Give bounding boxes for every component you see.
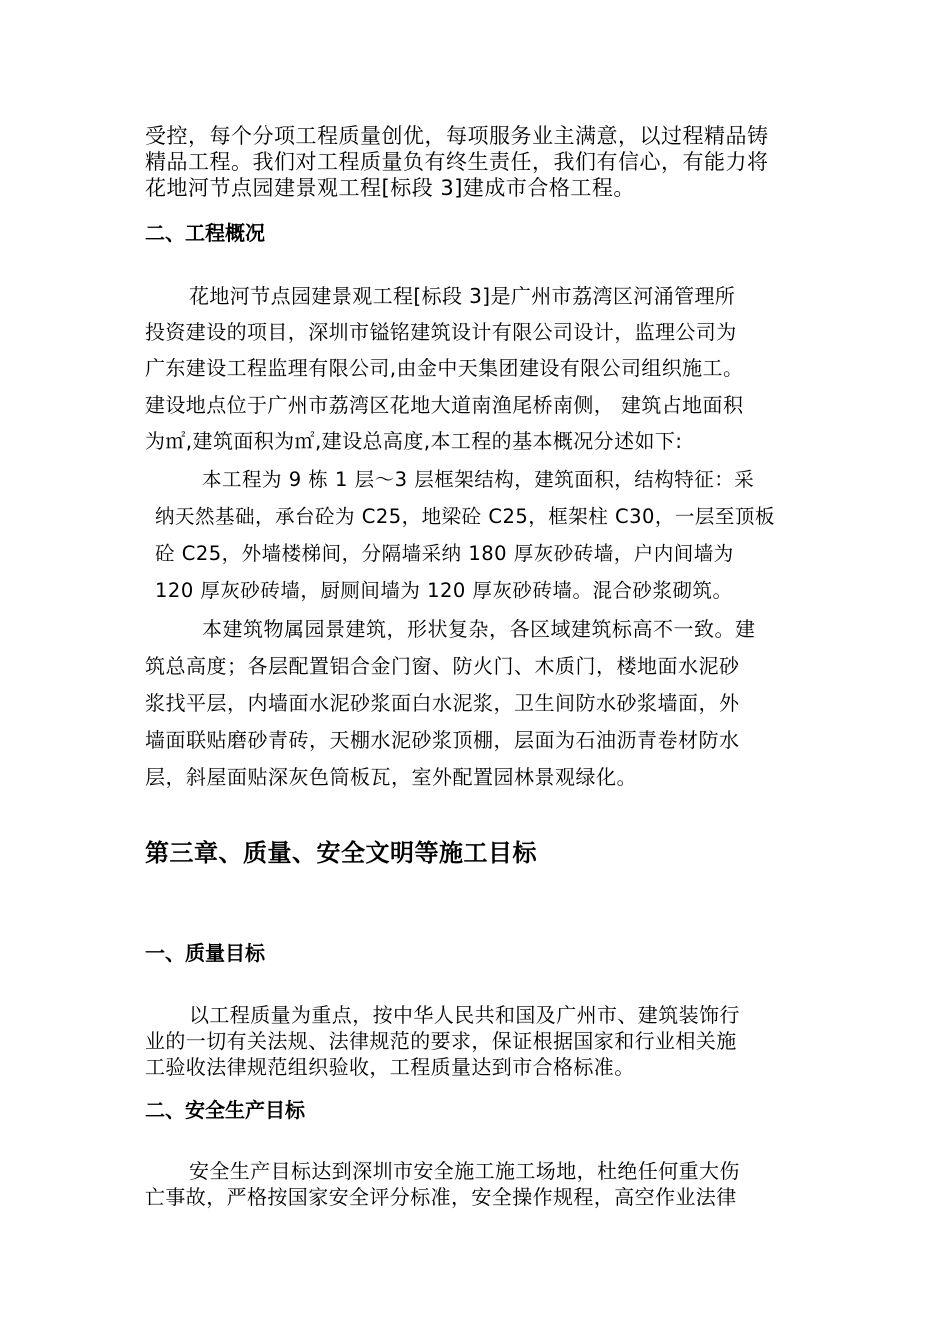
building-line: 浆找平层，内墙面水泥砂浆面白水泥浆，卫生间防水砂浆墙面，外 [145,691,740,715]
overview-line: 建设地点位于广州市荔湾区花地大道南渔尾桥南侧， 建筑占地面积 [145,393,744,417]
overview-line: 投资建设的项目，深圳市镒铭建筑设计有限公司设计，监理公司为 [145,320,737,344]
building-line: 筑总高度；各层配置铝合金门窗、防火门、木质门，楼地面水泥砂 [145,654,740,678]
section-heading: 二、工程概况 [145,221,265,245]
building-line: 墙面联贴磨砂青砖，天棚水泥砂浆顶棚，层面为石油沥青卷材防水 [145,728,740,752]
building-line: 层，斜屋面贴深灰色筒板瓦，室外配置园林景观绿化。 [145,765,637,789]
structure-line: 120 厚灰砂砖墙，厨厕间墙为 120 厚灰砂砖墙。混合砂浆砌筑。 [155,579,733,602]
structure-line: 砼 C25，外墙楼梯间，分隔墙采纳 180 厚灰砂砖墙，户内间墙为 [155,542,734,565]
structure-line: 纳天然基础，承台砼为 C25，地梁砼 C25，框架柱 C30，一层至顶板 [155,505,775,528]
quality-line: 业的一切有关法规、法律规范的要求，保证根据国家和行业相关施 [145,1029,737,1053]
structure-line: 本工程为 9 栋 1 层～3 层框架结构，建筑面积，结构特征：采 [202,468,755,491]
overview-line: 花地河节点园建景观工程[标段 3]是广州市荔湾区河涌管理所 [189,284,736,308]
overview-line: 广东建设工程监理有限公司,由金中天集团建设有限公司组织施工。 [145,356,744,380]
overview-line: 为㎡,建筑面积为㎡,建设总高度,本工程的基本概况分述如下: [145,429,683,453]
intro-line: 精品工程。我们对工程质量负有终生责任，我们有信心，有能力将 [145,150,769,174]
section-heading: 一、质量目标 [145,941,265,965]
chapter-title: 第三章、质量、安全文明等施工目标 [145,839,537,867]
safety-line: 安全生产目标达到深圳市安全施工施工场地，杜绝任何重大伤 [189,1159,740,1183]
intro-line: 花地河节点园建景观工程[标段 3]建成市合格工程。 [145,176,635,200]
quality-line: 工验收法律规范组织验收，工程质量达到市合格标准。 [145,1055,635,1079]
building-line: 本建筑物属园景建筑，形状复杂，各区域建筑标高不一致。建 [202,617,756,641]
safety-line: 亡事故，严格按国家安全评分标准，安全操作规程，高空作业法律 [145,1185,737,1209]
section-heading: 二、安全生产目标 [145,1098,305,1122]
quality-line: 以工程质量为重点，按中华人民共和国及广州市、建筑装饰行 [189,1003,740,1027]
intro-line: 受控，每个分项工程质量创优，每项服务业主满意，以过程精品铸 [145,124,769,148]
